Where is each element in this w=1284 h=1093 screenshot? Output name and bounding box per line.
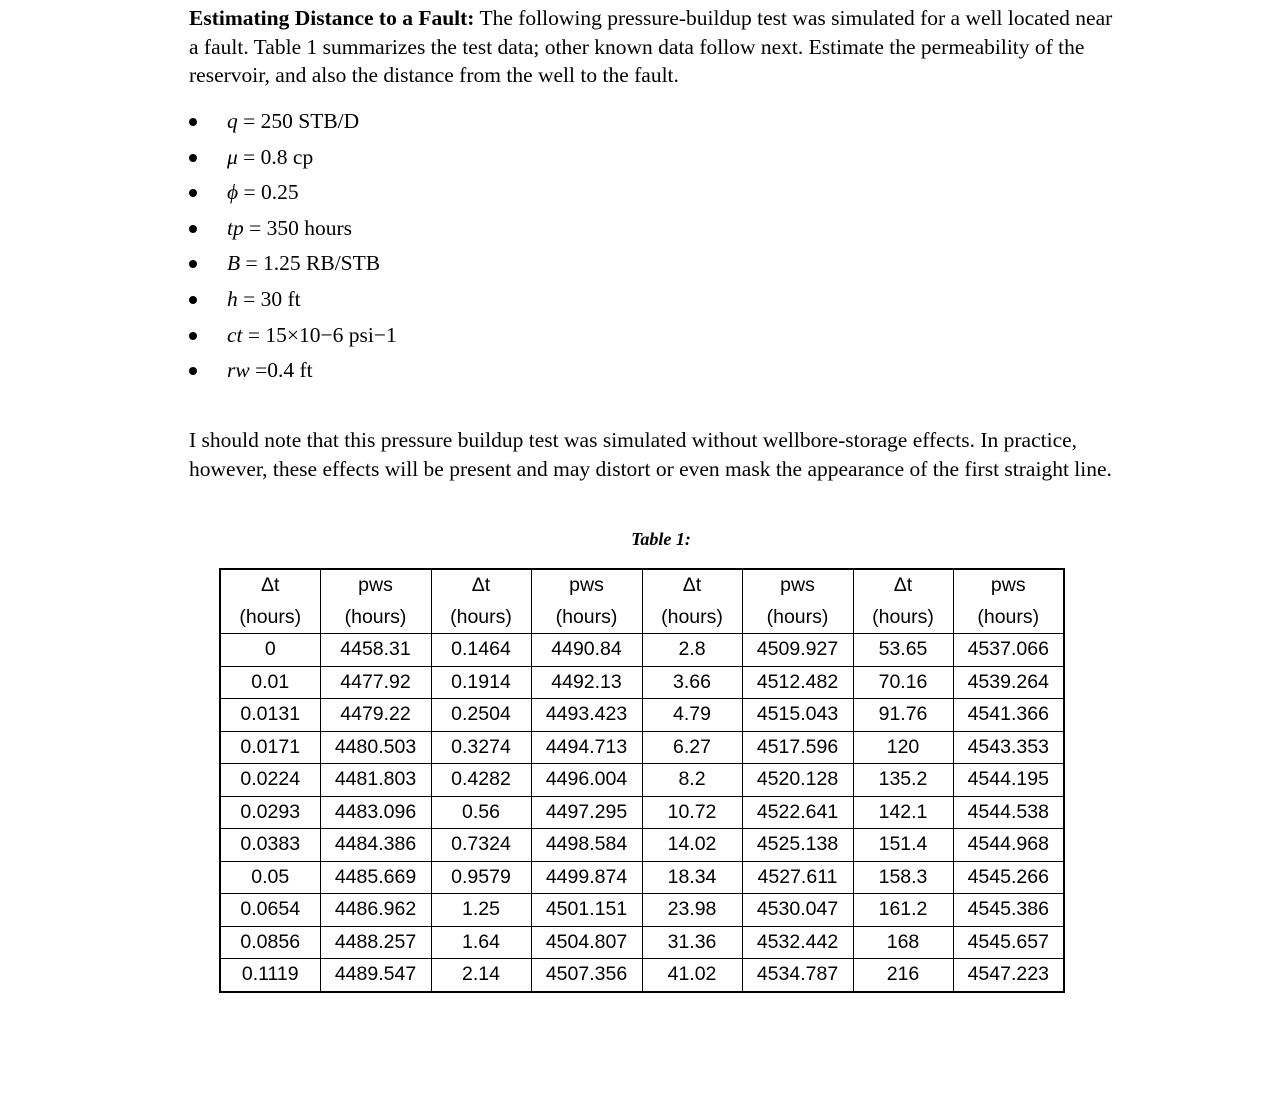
table-cell: 0.01 [220,666,320,699]
table-cell: 135.2 [853,764,953,797]
table-cell: 4480.503 [320,731,431,764]
table-cell: 168 [853,926,953,959]
table-header-row [220,569,1064,602]
column-header: pws [953,569,1064,602]
table-cell: 41.02 [642,959,742,992]
table-cell: 4532.442 [742,926,853,959]
table-cell: 4458.31 [320,634,431,667]
table-cell: 0.1914 [431,666,531,699]
table-row [220,666,1064,699]
table-cell: 0.0293 [220,796,320,829]
table-header-unit-row [220,602,1064,634]
table-cell: 4483.096 [320,796,431,829]
table-cell: 8.2 [642,764,742,797]
table-cell: 4520.128 [742,764,853,797]
table-cell: 2.8 [642,634,742,667]
known-data-item [189,318,397,354]
variable-value: = 1.25 RB/STB [240,251,381,276]
variable-value: =0.4 ft [249,358,313,383]
table-cell: 4527.611 [742,861,853,894]
table-cell: 4499.874 [531,861,642,894]
table-cell: 0.4282 [431,764,531,797]
table-cell: 0.0383 [220,829,320,862]
variable-symbol: tp [227,215,244,240]
table-cell: 216 [853,959,953,992]
table-cell: 4481.803 [320,764,431,797]
table-cell: 4530.047 [742,894,853,927]
column-unit: (hours) [220,602,320,634]
table-cell: 4485.669 [320,861,431,894]
table-cell: 4490.84 [531,634,642,667]
table-cell: 4496.004 [531,764,642,797]
table-cell: 4537.066 [953,634,1064,667]
variable-value: = 30 ft [237,286,301,311]
known-data-item [189,104,397,140]
table-cell: 4512.482 [742,666,853,699]
table-cell: 2.14 [431,959,531,992]
bullet-icon [189,225,197,233]
table-cell: 4501.151 [531,894,642,927]
table-cell: 1.64 [431,926,531,959]
known-data-item [189,353,397,389]
table-cell: 4545.386 [953,894,1064,927]
table-cell: 18.34 [642,861,742,894]
variable-value: = 250 STB/D [237,109,360,133]
table-cell: 4541.366 [953,699,1064,732]
variable-value: = 0.25 [238,180,299,205]
bullet-icon [189,367,197,375]
table-cell: 4525.138 [742,829,853,862]
table-cell: 161.2 [853,894,953,927]
table-cell: 4545.266 [953,861,1064,894]
problem-title: Estimating Distance to a Fault: [189,6,475,30]
table-row [220,926,1064,959]
table-cell: 0.1119 [220,959,320,992]
column-unit: (hours) [531,602,642,634]
table-cell: 4494.713 [531,731,642,764]
table-cell: 0.0224 [220,764,320,797]
variable-symbol: μ [227,144,238,169]
table-cell: 91.76 [853,699,953,732]
known-data-item [189,246,397,282]
table-cell: 4504.807 [531,926,642,959]
table-cell: 158.3 [853,861,953,894]
table-cell: 0.05 [220,861,320,894]
table-cell: 4.79 [642,699,742,732]
table-cell: 0.9579 [431,861,531,894]
table-cell: 4509.927 [742,634,853,667]
table-cell: 4544.968 [953,829,1064,862]
table-cell: 142.1 [853,796,953,829]
table-cell: 0.0131 [220,699,320,732]
table-row [220,894,1064,927]
table-cell: 10.72 [642,796,742,829]
known-data-item [189,211,397,247]
table-cell: 4493.423 [531,699,642,732]
table-cell: 4497.295 [531,796,642,829]
table-row [220,829,1064,862]
column-header: Δt [853,569,953,602]
column-header: Δt [431,569,531,602]
table-cell: 4479.22 [320,699,431,732]
table-cell: 0.56 [431,796,531,829]
column-header: pws [742,569,853,602]
table-cell: 120 [853,731,953,764]
column-unit: (hours) [742,602,853,634]
bullet-icon [189,296,197,304]
table-cell: 4543.353 [953,731,1064,764]
table-cell: 0.7324 [431,829,531,862]
note-paragraph: I should note that this pressure buildup test was simulated without wellbore-storage effects. In practice, however, these effects will be present and may distort or even mask the appearance of the first straight line. [189,428,1112,481]
table-row [220,861,1064,894]
column-header: Δt [220,569,320,602]
table-cell: 4547.223 [953,959,1064,992]
table-cell: 4492.13 [531,666,642,699]
known-data-item [189,282,397,318]
problem-statement [189,4,1119,90]
bullet-icon [189,118,197,126]
table-row [220,796,1064,829]
table-cell: 4544.195 [953,764,1064,797]
table-cell: 4544.538 [953,796,1064,829]
table-cell: 4517.596 [742,731,853,764]
column-header: Δt [642,569,742,602]
known-data-item [189,140,397,176]
table-cell: 4484.386 [320,829,431,862]
table-row [220,634,1064,667]
table-cell: 31.36 [642,926,742,959]
table-cell: 4489.547 [320,959,431,992]
table-row [220,731,1064,764]
column-header: pws [320,569,431,602]
variable-symbol: ϕ [227,180,239,205]
problem-text: The following pressure-buildup test was simulated for a well located near a fault. Table 1 summarizes the test data; other known data follow next. Estimate the permeability of the reservoir, and also the distance from the well to the fault. [189,6,1113,87]
table-row [220,699,1064,732]
table-row [220,959,1064,992]
variable-symbol: ct [227,322,243,347]
table-cell: 3.66 [642,666,742,699]
table-cell: 1.25 [431,894,531,927]
column-header: pws [531,569,642,602]
column-unit: (hours) [431,602,531,634]
table-cell: 4515.043 [742,699,853,732]
table-cell: 4507.356 [531,959,642,992]
table-cell: 0.0856 [220,926,320,959]
table-cell: 0 [220,634,320,667]
table-cell: 4545.657 [953,926,1064,959]
table-cell: 0.1464 [431,634,531,667]
pressure-buildup-table [219,568,1065,993]
column-unit: (hours) [642,602,742,634]
table-cell: 14.02 [642,829,742,862]
bullet-icon [189,260,197,268]
bullet-icon [189,332,197,340]
table-cell: 6.27 [642,731,742,764]
table-cell: 0.0171 [220,731,320,764]
table-cell: 151.4 [853,829,953,862]
table-caption: Table 1: [631,529,691,549]
variable-symbol: B [227,251,241,276]
variable-value: = 350 hours [243,215,353,240]
bullet-icon [189,189,197,197]
table-cell: 4522.641 [742,796,853,829]
variable-symbol: h [227,286,238,311]
column-unit: (hours) [953,602,1064,634]
column-unit: (hours) [853,602,953,634]
variable-symbol: q [227,109,238,133]
table-cell: 53.65 [853,634,953,667]
variable-value: = 15×10−6 psi−1 [242,322,397,347]
known-data-list [189,104,397,389]
column-unit: (hours) [320,602,431,634]
table-cell: 0.0654 [220,894,320,927]
table-cell: 70.16 [853,666,953,699]
variable-value: = 0.8 cp [237,144,314,169]
table-row [220,764,1064,797]
table-cell: 4488.257 [320,926,431,959]
table-cell: 4498.584 [531,829,642,862]
table-cell: 0.2504 [431,699,531,732]
table-cell: 4477.92 [320,666,431,699]
variable-symbol: rw [227,358,250,383]
table-cell: 0.3274 [431,731,531,764]
table-cell: 4534.787 [742,959,853,992]
known-data-item [189,175,397,211]
table-cell: 4486.962 [320,894,431,927]
table-cell: 23.98 [642,894,742,927]
bullet-icon [189,154,197,162]
table-cell: 4539.264 [953,666,1064,699]
